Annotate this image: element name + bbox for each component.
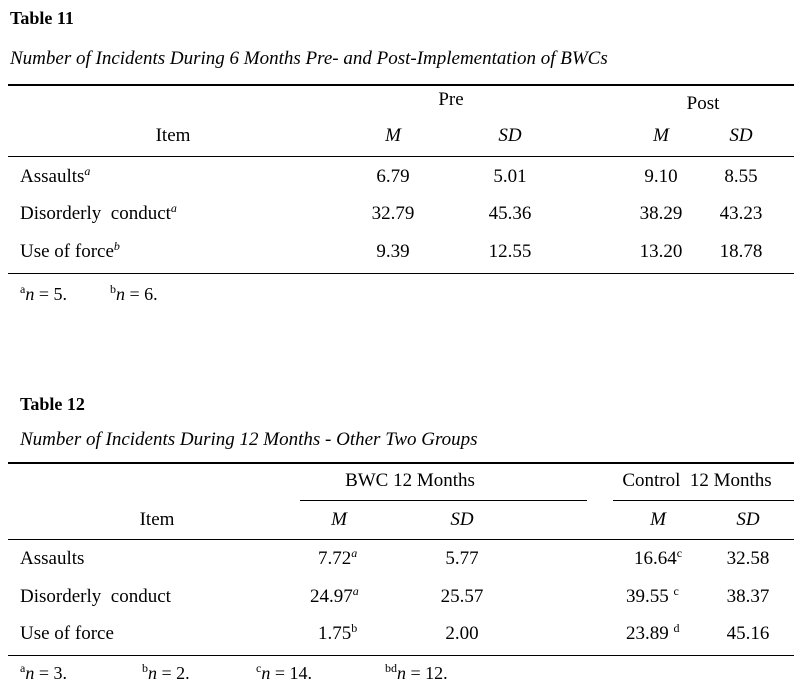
table-11-top-rule bbox=[8, 84, 794, 86]
table-12-title: Number of Incidents During 12 Months - Other Two Groups bbox=[20, 429, 478, 450]
table-12-control-span-rule bbox=[613, 500, 794, 501]
table-cell: 43.23 bbox=[719, 203, 763, 224]
table-row-item: Assaults bbox=[20, 548, 85, 569]
table-cell: 24.97$^a$ bbox=[310, 584, 359, 607]
table-12-bwc-sd-header: SD bbox=[450, 509, 474, 530]
table-cell: 38.29 bbox=[639, 203, 683, 224]
table-cell: 32.79 bbox=[371, 203, 415, 224]
table-12-footnote-bd: $^{bd}$n = 12. bbox=[385, 661, 448, 683]
table-11-item-header: Item bbox=[155, 125, 191, 146]
table-cell: 45.36 bbox=[488, 203, 532, 224]
table-cell: 18.78 bbox=[719, 241, 763, 262]
table-12-control-m-header: M bbox=[650, 509, 666, 530]
table-12-group-header-control: Control 12 Months bbox=[622, 470, 772, 491]
table-12-bwc-m-header: M bbox=[331, 509, 347, 530]
table-12-footnote-a: $^a$n = 3. bbox=[20, 661, 67, 683]
table-row-item: Use of force$^b$ bbox=[20, 239, 120, 262]
table-cell: 6.79 bbox=[376, 166, 410, 187]
table-11-pre-m-header: M bbox=[385, 125, 401, 146]
table-cell: 45.16 bbox=[726, 623, 770, 644]
table-cell: 9.39 bbox=[376, 241, 410, 262]
table-11-post-sd-header: SD bbox=[729, 125, 753, 146]
table-row-item: Disorderly conduct$^a$ bbox=[20, 201, 177, 224]
table-11-group-header-post: Post bbox=[686, 93, 720, 114]
table-cell: 9.10 bbox=[644, 166, 678, 187]
table-cell: 5.77 bbox=[445, 548, 479, 569]
table-11-pre-sd-header: SD bbox=[498, 125, 522, 146]
table-12-group-header-bwc: BWC 12 Months bbox=[345, 470, 475, 491]
table-12-control-sd-header: SD bbox=[736, 509, 760, 530]
table-11-footnote-a: $^a$n = 5. bbox=[20, 282, 67, 304]
table-cell: 8.55 bbox=[724, 166, 758, 187]
table-cell: 38.37 bbox=[726, 586, 770, 607]
table-row-item: Assaults$^a$ bbox=[20, 164, 91, 187]
table-row-item: Use of force bbox=[20, 623, 114, 644]
table-cell: 16.64$^c$ bbox=[634, 546, 683, 569]
table-cell: 32.58 bbox=[726, 548, 770, 569]
table-cell: 25.57 bbox=[440, 586, 484, 607]
table-cell: 23.89 $^d$ bbox=[626, 621, 680, 644]
table-12-top-rule bbox=[8, 462, 794, 464]
table-cell: 39.55 $^c$ bbox=[626, 584, 679, 607]
table-11-header-rule bbox=[8, 156, 794, 157]
table-cell: 2.00 bbox=[445, 623, 479, 644]
table-11-label: Table 11 bbox=[10, 8, 74, 28]
table-12-label: Table 12 bbox=[20, 394, 85, 414]
table-cell: 5.01 bbox=[493, 166, 527, 187]
table-11-title: Number of Incidents During 6 Months Pre- and Post-Implementation of BWCs bbox=[10, 48, 608, 69]
table-11-group-header-pre: Pre bbox=[438, 89, 464, 110]
table-11-post-m-header: M bbox=[653, 125, 669, 146]
table-cell: 13.20 bbox=[639, 241, 683, 262]
table-12-footnote-b: $^b$n = 2. bbox=[142, 661, 190, 683]
table-12-bwc-span-rule bbox=[300, 500, 587, 501]
table-12-bottom-rule bbox=[8, 655, 794, 656]
table-cell: 7.72$^a$ bbox=[318, 546, 358, 569]
table-12-item-header: Item bbox=[139, 509, 175, 530]
table-row-item: Disorderly conduct bbox=[20, 586, 171, 607]
table-11-footnote-b: $^b$n = 6. bbox=[110, 282, 158, 304]
table-11-bottom-rule bbox=[8, 273, 794, 274]
table-cell: 12.55 bbox=[488, 241, 532, 262]
table-12-header-rule bbox=[8, 539, 794, 540]
table-cell: 1.75$^b$ bbox=[318, 621, 358, 644]
table-12-footnote-c: $^c$n = 14. bbox=[256, 661, 312, 683]
